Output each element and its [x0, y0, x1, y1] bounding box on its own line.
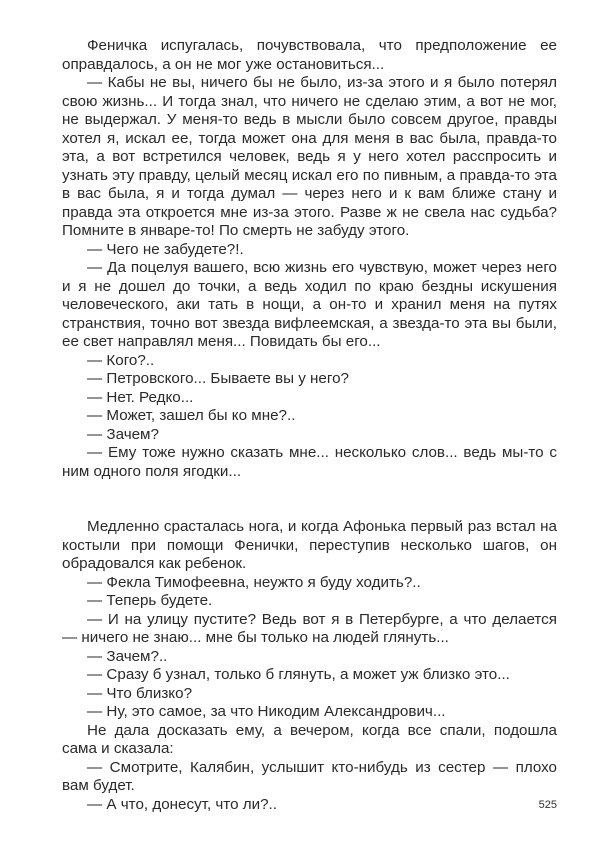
paragraph: — Кабы не вы, ничего бы не было, из-за этого и я было потерял свою жизнь... И тогда знал, что ничего не сделаю этим, а вот не мог, не выдержал. У меня-то ведь в мысли было совсем другое, правды хотел я, искал ее, тогда может она для меня в вас была, правда-то эта, а вот встретился человек, ведь я у него хотел расспросить и узнать эту правду, целый месяц искал его по пивным, а правда-то эта в вас была, я и тогда думал — через него и к вам ближе стану и правда эта откроется мне из-за этого. Разве ж не свела нас судьба? Помните в январе-то! По смерть не забуду этого. [62, 74, 557, 239]
page-body [62, 37, 557, 814]
section-1 [62, 37, 557, 481]
page-number: 525 [538, 799, 557, 811]
paragraph: — Зачем?.. [87, 647, 168, 665]
section-2 [62, 518, 557, 814]
paragraph: Феничка испугалась, почувствовала, что предположение ее оправдалось, а он не мог уже остановиться... [62, 37, 557, 73]
paragraph: — Что близко? [87, 684, 193, 702]
paragraph: — А что, донесут, что ли?.. [87, 795, 277, 813]
paragraph: — Нет. Редко... [87, 388, 194, 406]
paragraph: — Смотрите, Калябин, услышит кто-нибудь из сестер — плохо вам будет. [62, 758, 557, 794]
section-break [62, 481, 557, 518]
paragraph: — Да поцелуя вашего, всю жизнь его чувствую, может через него и я не дошел до точки, а ведь ходил по краю бездны искушения человеческого, аки тать в нощи, а он-то и хранил меня на путях странствия, точно вот звезда вифлеемская, а звезда-то эта вы были, ее свет направлял меня... Повидать бы его... [62, 259, 557, 350]
paragraph: — Петровского... Бываете вы у него? [87, 370, 349, 387]
paragraph: — Фекла Тимофеевна, неужто я буду ходить?.. [87, 573, 421, 591]
paragraph: — Сразу б узнал, только б глянуть, а может уж близко это... [87, 666, 510, 683]
paragraph: — Кого?.. [87, 351, 155, 369]
paragraph: — Ему тоже нужно сказать мне... несколько слов... ведь мы-то с ним одного поля ягодки... [62, 444, 557, 480]
paragraph: — Может, зашел бы ко мне?.. [87, 407, 296, 424]
paragraph: — Зачем? [87, 425, 159, 443]
paragraph: — Чего не забудете?!. [87, 240, 244, 258]
paragraph: — Ну, это самое, за что Никодим Александрович... [87, 703, 446, 720]
paragraph: Не дала досказать ему, а вечером, когда все спали, подошла сама и сказала: [62, 721, 557, 757]
paragraph: Медленно срасталась нога, и когда Афонька первый раз встал на костыли при помощи Фенички, переступив несколько шагов, он обрадовался как ребенок. [62, 518, 557, 572]
paragraph: — Теперь будете. [87, 592, 213, 609]
paragraph: — И на улицу пустите? Ведь вот я в Петербурге, а что делается — ничего не знаю... мне бы только на людей глянуть... [62, 610, 557, 646]
